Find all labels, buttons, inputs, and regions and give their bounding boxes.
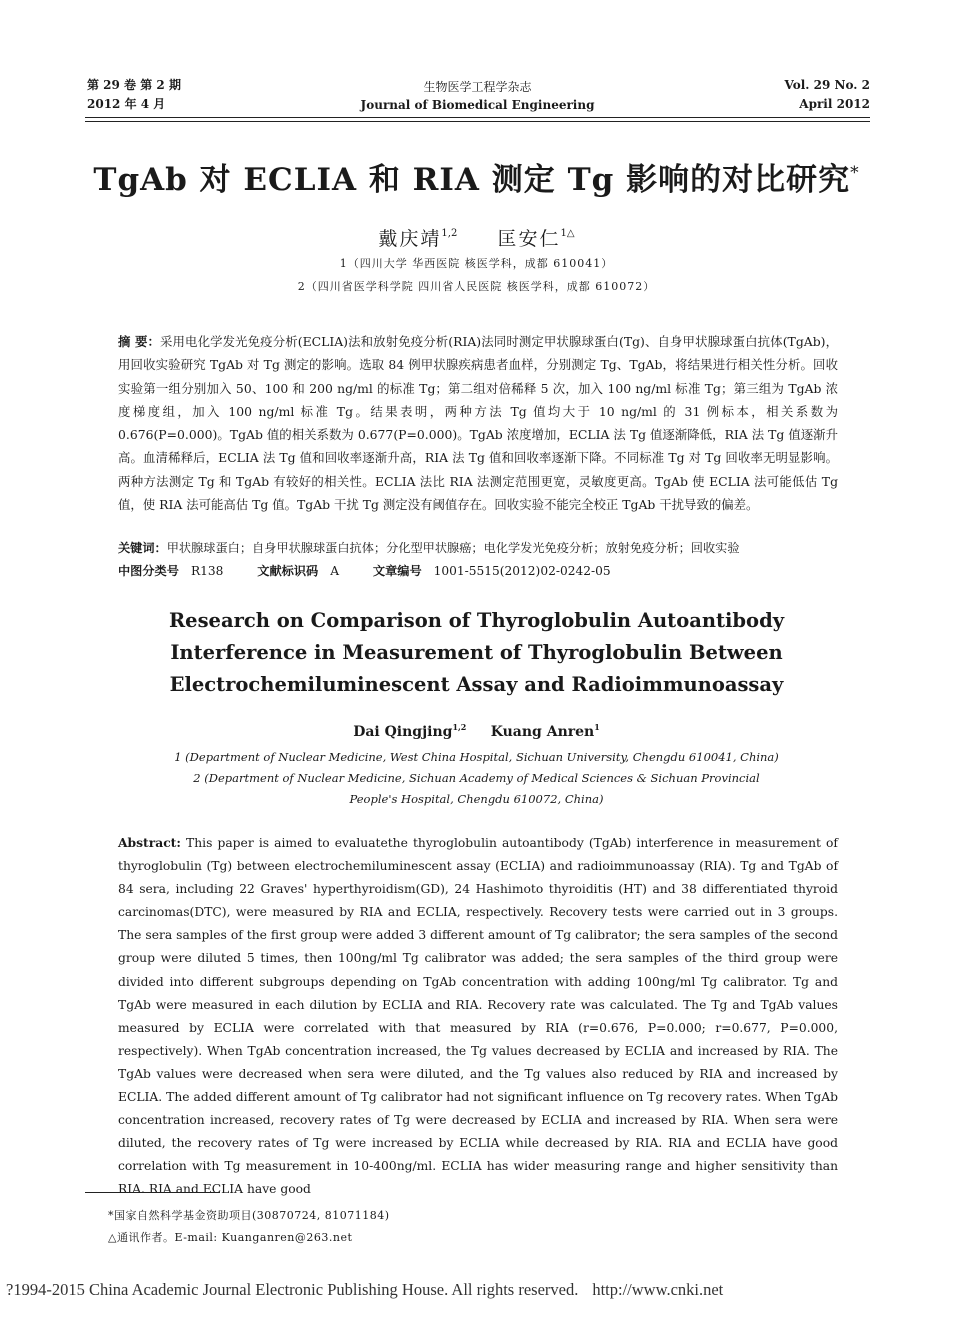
- volume-issue-cn: 第 29 卷 第 2 期: [87, 78, 181, 92]
- copyright-text: ?1994-2015 China Academic Journal Electronic Publishing House. All rights reserved.: [6, 1280, 579, 1299]
- author-1-cn: 戴庆靖: [378, 228, 442, 250]
- abstract-en-label: Abstract:: [118, 835, 181, 850]
- authors-cn: [0, 224, 953, 251]
- article-no-value: 1001-5515(2012)02-0242-05: [433, 564, 611, 578]
- affiliation-cn-2: 2（四川省医学科学院 四川省人民医院 核医学科，成都 610072）: [297, 280, 656, 293]
- author-1-en-affil: 1,2: [452, 722, 467, 732]
- footnote-rule: [85, 1192, 220, 1193]
- abstract-en-text: This paper is aimed to evaluatethe thyroglobulin autoantibody (TgAb) interference in measurement of thyroglobulin (Tg) between electrochemiluminescent assay (ECLIA) and radioimmunoassay (RIA). Tg and TgAb of 84 sera, including 22 Graves' hyperthyroidism(GD), 24 Hashimoto thyroiditis (HT) and 38 differentiated thyroid carcinomas(DTC), were measured by RIA and ECLIA, respectively. Recovery tests were carried out in 3 groups. The sera samples of the first group were added 3 different amount of Tg calibrator; the sera samples of the second group were diluted 5 times, then 100ng/ml Tg calibrator was added; the sera samples of the third group were divided into different subgroups depending on TgAb concentration with adding 100ng/ml Tg calibrator. Tg and TgAb were measured in each dilution by ECLIA and RIA. Recovery rate was calculated. The Tg and TgAb values measured by ECLIA were correlated with that measured by RIA (r=0.676, P=0.000; r=0.677, P=0.000, respectively). When TgAb concentration increased, the Tg values decreased by ECLIA and increased by RIA. The TgAb values were decreased when sera were diluted, and the Tg values also reduced by RIA and increased by ECLIA. The added different amount of Tg calibrator had not significant influence on Tg recovery rates. When TgAb concentration increased, recovery rates of Tg were decreased by ECLIA and increased by RIA. When sera were diluted, the recovery rates of Tg were increased by ECLIA while decreased by RIA. RIA and ECLIA have good correlation with Tg measurement in 10-400ng/ml. ECLIA has wider measuring range and higher sensitivity than RIA. RIA and ECLIA have good: [118, 836, 838, 1197]
- footnote-funding: *国家自然科学基金资助项目(30870724, 81071184): [108, 1209, 390, 1222]
- journal-name: [85, 78, 870, 114]
- abstract-cn-text: 采用电化学发光免疫分析(ECLIA)法和放射免疫分析(RIA)法同时测定甲状腺球蛋白(Tg)、自身甲状腺球蛋白抗体(TgAb)，用回收实验研究 TgAb 对 Tg 测定的影响。选取 84 例甲状腺疾病患者血样，分别测定 Tg、TgAb，将结果进行相关性分析。回收实验第一组分别加入 50、100 和 200 ng/ml 的标准 Tg；第二组对倍稀释 5 次，加入 100 ng/ml 标准 Tg；第三组为 TgAb 浓度梯度组，加入 100 ng/ml 标准 Tg。结果表明，两种方法 Tg 值均大于 10 ng/ml 的 31 例标本，相关系数为 0.676(P=0.000)。TgAb 值的相关系数为 0.677(P=0.000)。TgAb 浓度增加，ECLIA 法 Tg 值逐渐降低，RIA 法 Tg 值逐渐升高。血清稀释后，ECLIA 法 Tg 值和回收率逐渐升高，RIA 法 Tg 值和回收率逐渐下降。不同标准 Tg 对 Tg 回收率无明显影响。两种方法测定 Tg 和 TgAb 有较好的相关性。ECLIA 法比 RIA 法测定范围更宽，灵敏度更高。TgAb 使 ECLIA 法可能低估 Tg 值，使 RIA 法可能高估 Tg 值。TgAb 干扰 Tg 测定没有阈值存在。回收实验不能完全校正 TgAb 干扰导致的偏差。: [118, 334, 838, 513]
- article-no-label: 文章编号: [372, 564, 422, 578]
- clc-value: R138: [190, 564, 224, 578]
- author-1-cn-affil: 1,2: [441, 228, 458, 239]
- abstract-en: [118, 831, 838, 1202]
- doc-code-value: A: [330, 564, 340, 578]
- abstract-cn: [118, 330, 838, 516]
- journal-name-en: Journal of Biomedical Engineering: [360, 98, 595, 112]
- doc-code-label: 文献标识码: [257, 564, 319, 578]
- author-2-en: Kuang Anren: [490, 724, 595, 740]
- volume-number-en: Vol. 29 No. 2: [784, 78, 870, 92]
- volume-issue-en: [785, 76, 870, 114]
- paper-title-en: Research on Comparison of Thyroglobulin Autoantibody Interference in Measurement of Thyroglobulin Between Electrochemiluminescent Assay and Radioimmunoassay: [168, 609, 785, 696]
- abstract-cn-label: 摘 要：: [118, 334, 161, 349]
- header-rule-thin: [85, 121, 870, 122]
- journal-name-cn: 生物医学工程学杂志: [423, 80, 532, 94]
- funding-mark: *: [850, 163, 860, 183]
- footnote-corresponding: △通讯作者。E-mail: Kuanganren@263.net: [108, 1231, 353, 1244]
- author-1-en: Dai Qingjing: [353, 724, 453, 740]
- author-2-en-affil: 1: [594, 722, 600, 732]
- keywords-cn-text: 甲状腺球蛋白；自身甲状腺球蛋白抗体；分化型甲状腺癌；电化学发光免疫分析；放射免疫分析；回收实验: [166, 541, 740, 555]
- classification-line: [118, 561, 838, 581]
- keywords-cn: [118, 538, 838, 558]
- author-2-cn: 匡安仁: [497, 228, 561, 250]
- journal-header: [85, 74, 870, 118]
- author-2-cn-affil: 1△: [560, 228, 575, 239]
- copyright-line: [6, 1280, 723, 1300]
- paper-title-cn: [0, 154, 953, 199]
- keywords-cn-label: 关键词：: [118, 541, 167, 555]
- affiliation-en-1: 1 (Department of Nuclear Medicine, West China Hospital, Sichuan University, Chengdu 610041, China): [174, 750, 779, 764]
- date-en: April 2012: [799, 97, 870, 111]
- cnki-link[interactable]: http://www.cnki.net: [592, 1280, 724, 1299]
- authors-en: [0, 722, 953, 740]
- clc-label: 中图分类号: [118, 564, 179, 578]
- paper-title-cn-text: TgAb 对 ECLIA 和 RIA 测定 Tg 影响的对比研究: [93, 162, 851, 198]
- affiliation-en-2-cont: People's Hospital, Chengdu 610072, China): [349, 792, 604, 806]
- header-rule-thick: [85, 117, 870, 118]
- affiliation-cn-1: 1（四川大学 华西医院 核医学科，成都 610041）: [339, 257, 614, 270]
- date-cn: 2012 年 4 月: [87, 97, 166, 111]
- affiliation-en-2: 2 (Department of Nuclear Medicine, Sichuan Academy of Medical Sciences & Sichuan Provincial: [193, 771, 760, 785]
